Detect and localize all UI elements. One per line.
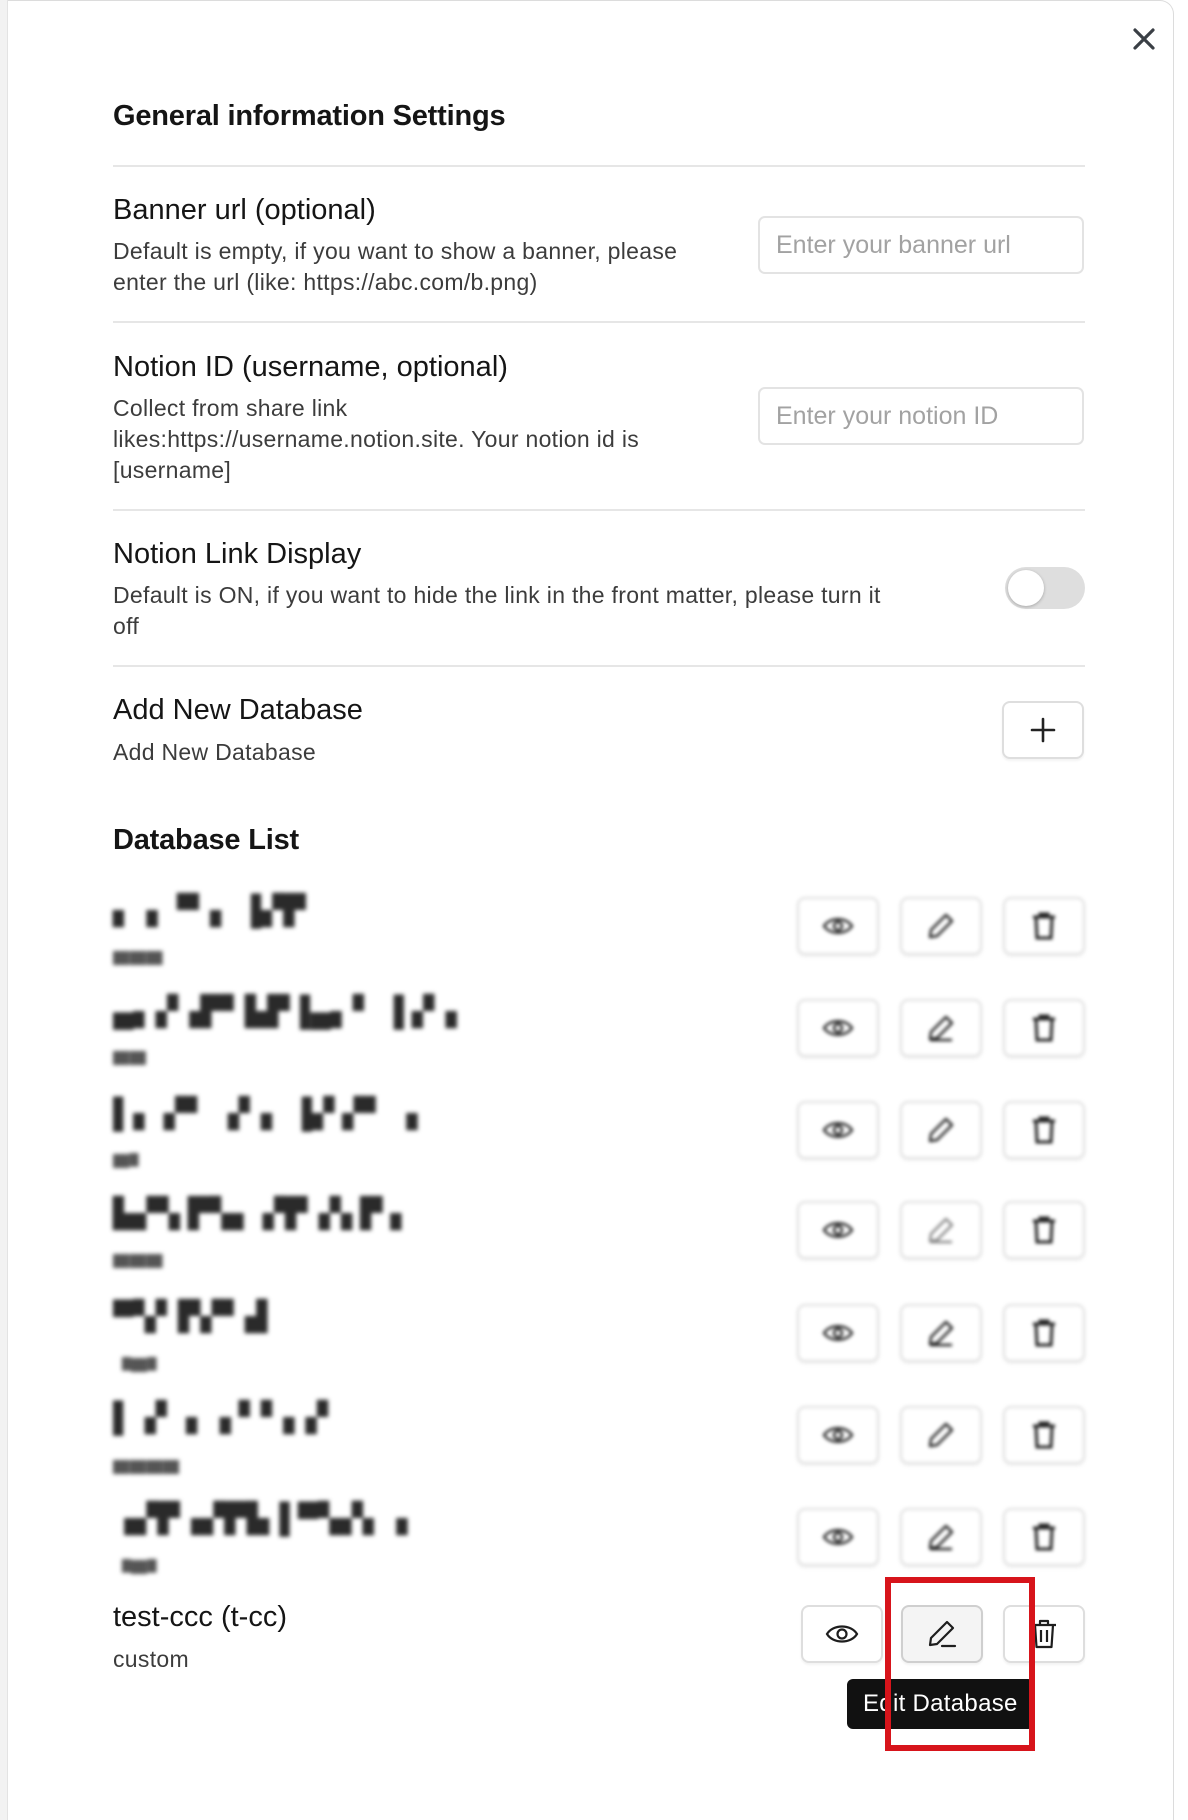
- toggle-knob: [1008, 570, 1044, 606]
- delete-database-button[interactable]: [1003, 999, 1085, 1057]
- add-database-title: Add New Database: [113, 694, 363, 726]
- delete-database-button[interactable]: [1003, 1406, 1085, 1464]
- notion-id-desc-line: [username]: [113, 457, 232, 483]
- trash-icon: [1031, 1013, 1057, 1043]
- trash-icon: [1031, 1420, 1057, 1450]
- add-database-button[interactable]: [1002, 701, 1084, 759]
- trash-icon: [1031, 1215, 1057, 1245]
- eye-icon: [822, 1424, 854, 1446]
- view-database-button[interactable]: [797, 1101, 879, 1159]
- view-database-button[interactable]: [797, 1201, 879, 1259]
- database-type: ▄▄▄▄: [113, 1446, 180, 1472]
- edit-database-button[interactable]: [900, 999, 982, 1057]
- trash-icon: [1031, 1115, 1057, 1145]
- pencil-icon: [927, 1116, 955, 1144]
- edit-database-button[interactable]: [900, 897, 982, 955]
- notion-id-input[interactable]: [758, 387, 1084, 445]
- database-name: test-ccc (t-cc): [113, 1601, 287, 1633]
- eye-icon: [822, 1119, 854, 1141]
- link-display-description: [113, 580, 881, 642]
- view-database-button[interactable]: [797, 897, 879, 955]
- link-display-desc-line: Default is ON, if you want to hide the link in the front matter, please turn it: [113, 582, 881, 608]
- delete-database-button[interactable]: [1003, 1304, 1085, 1362]
- database-type: custom: [113, 1646, 189, 1672]
- edit-database-button[interactable]: [900, 1508, 982, 1566]
- pencil-icon: [927, 1319, 955, 1347]
- pencil-icon: [927, 1216, 955, 1244]
- edit-database-tooltip: Edit Database: [847, 1679, 1034, 1729]
- eye-icon: [822, 1219, 854, 1241]
- eye-icon: [825, 1622, 859, 1646]
- database-type: ▄▖: [113, 1140, 148, 1166]
- divider: [113, 509, 1085, 511]
- link-display-toggle[interactable]: [1005, 567, 1085, 609]
- database-type: ▗▄▖: [113, 1344, 166, 1370]
- close-icon: [1132, 27, 1156, 51]
- view-database-button[interactable]: [797, 1406, 879, 1464]
- database-name: ▄▖▞▗▛▘▙▛▐▄▖▘ ▐ ▞▗: [113, 996, 457, 1028]
- database-type: ▗▄▖: [113, 1546, 166, 1572]
- notion-id-desc-line: likes:https://username.notion.site. Your notion id is: [113, 426, 640, 452]
- delete-database-button[interactable]: [1003, 1508, 1085, 1566]
- banner-url-description: [113, 236, 677, 298]
- view-database-button[interactable]: [797, 1304, 879, 1362]
- notion-id-description: [113, 393, 639, 486]
- trash-icon: [1030, 1618, 1058, 1650]
- database-list-title: Database List: [113, 824, 299, 856]
- edit-database-button[interactable]: [900, 1406, 982, 1464]
- delete-database-button[interactable]: [1003, 1201, 1085, 1259]
- database-name: ▗▞▛▗▞▛▙▐ ▀▚▞▖▗: [113, 1503, 408, 1535]
- divider: [113, 165, 1085, 167]
- close-button[interactable]: [1126, 21, 1162, 57]
- edit-database-button[interactable]: [900, 1101, 982, 1159]
- view-database-button[interactable]: [797, 1508, 879, 1566]
- trash-icon: [1031, 1522, 1057, 1552]
- pencil-icon: [927, 1523, 955, 1551]
- plus-icon: [1029, 716, 1057, 744]
- settings-title: General information Settings: [113, 100, 506, 132]
- pencil-icon: [927, 1421, 955, 1449]
- add-database-description: Add New Database: [113, 739, 316, 765]
- database-name: ▌▗▘ ▖▗ ▘▘▖▞: [113, 1402, 329, 1434]
- database-name: ▙▞▚ ▛▚▖ ▞▛▗▚ ▛ ▖: [113, 1198, 413, 1230]
- eye-icon: [822, 1526, 854, 1548]
- notion-id-desc-line: Collect from share link: [113, 395, 348, 421]
- edit-database-button[interactable]: [900, 1201, 982, 1259]
- divider: [113, 321, 1085, 323]
- database-name: ▖▗ ▝▘▖ ▐▞▛: [113, 895, 306, 927]
- pencil-icon: [926, 1618, 958, 1650]
- divider: [113, 665, 1085, 667]
- eye-icon: [822, 915, 854, 937]
- settings-modal: [8, 0, 1174, 1820]
- background-window-edge: [0, 0, 8, 1820]
- view-database-button[interactable]: [801, 1605, 883, 1663]
- database-name: ▀▚▘▛▞▘▟: [113, 1301, 268, 1333]
- link-display-desc-line: off: [113, 613, 140, 639]
- delete-database-button[interactable]: [1003, 1101, 1085, 1159]
- view-database-button[interactable]: [797, 999, 879, 1057]
- trash-icon: [1031, 911, 1057, 941]
- database-type: ▄▄▄: [113, 1240, 163, 1266]
- banner-url-input[interactable]: [758, 216, 1084, 274]
- notion-id-title: Notion ID (username, optional): [113, 351, 508, 383]
- banner-url-desc-line: Default is empty, if you want to show a banner, please: [113, 238, 678, 264]
- banner-url-desc-line: enter the url (like: https://abc.com/b.png): [113, 269, 538, 295]
- eye-icon: [822, 1322, 854, 1344]
- database-name: ▌▖ ▞▘ ▗▘▖ ▐▞ ▞▘ ▗: [113, 1098, 418, 1130]
- link-display-title: Notion Link Display: [113, 538, 362, 570]
- delete-database-button[interactable]: [1003, 897, 1085, 955]
- delete-database-button[interactable]: [1003, 1605, 1085, 1663]
- eye-icon: [822, 1017, 854, 1039]
- pencil-icon: [927, 912, 955, 940]
- trash-icon: [1031, 1318, 1057, 1348]
- edit-database-button[interactable]: [900, 1304, 982, 1362]
- database-type: ▄▄▄: [113, 937, 163, 963]
- banner-url-title: Banner url (optional): [113, 194, 376, 226]
- pencil-icon: [927, 1014, 955, 1042]
- database-type: ▄▄: [113, 1037, 147, 1063]
- edit-database-button[interactable]: [901, 1605, 983, 1663]
